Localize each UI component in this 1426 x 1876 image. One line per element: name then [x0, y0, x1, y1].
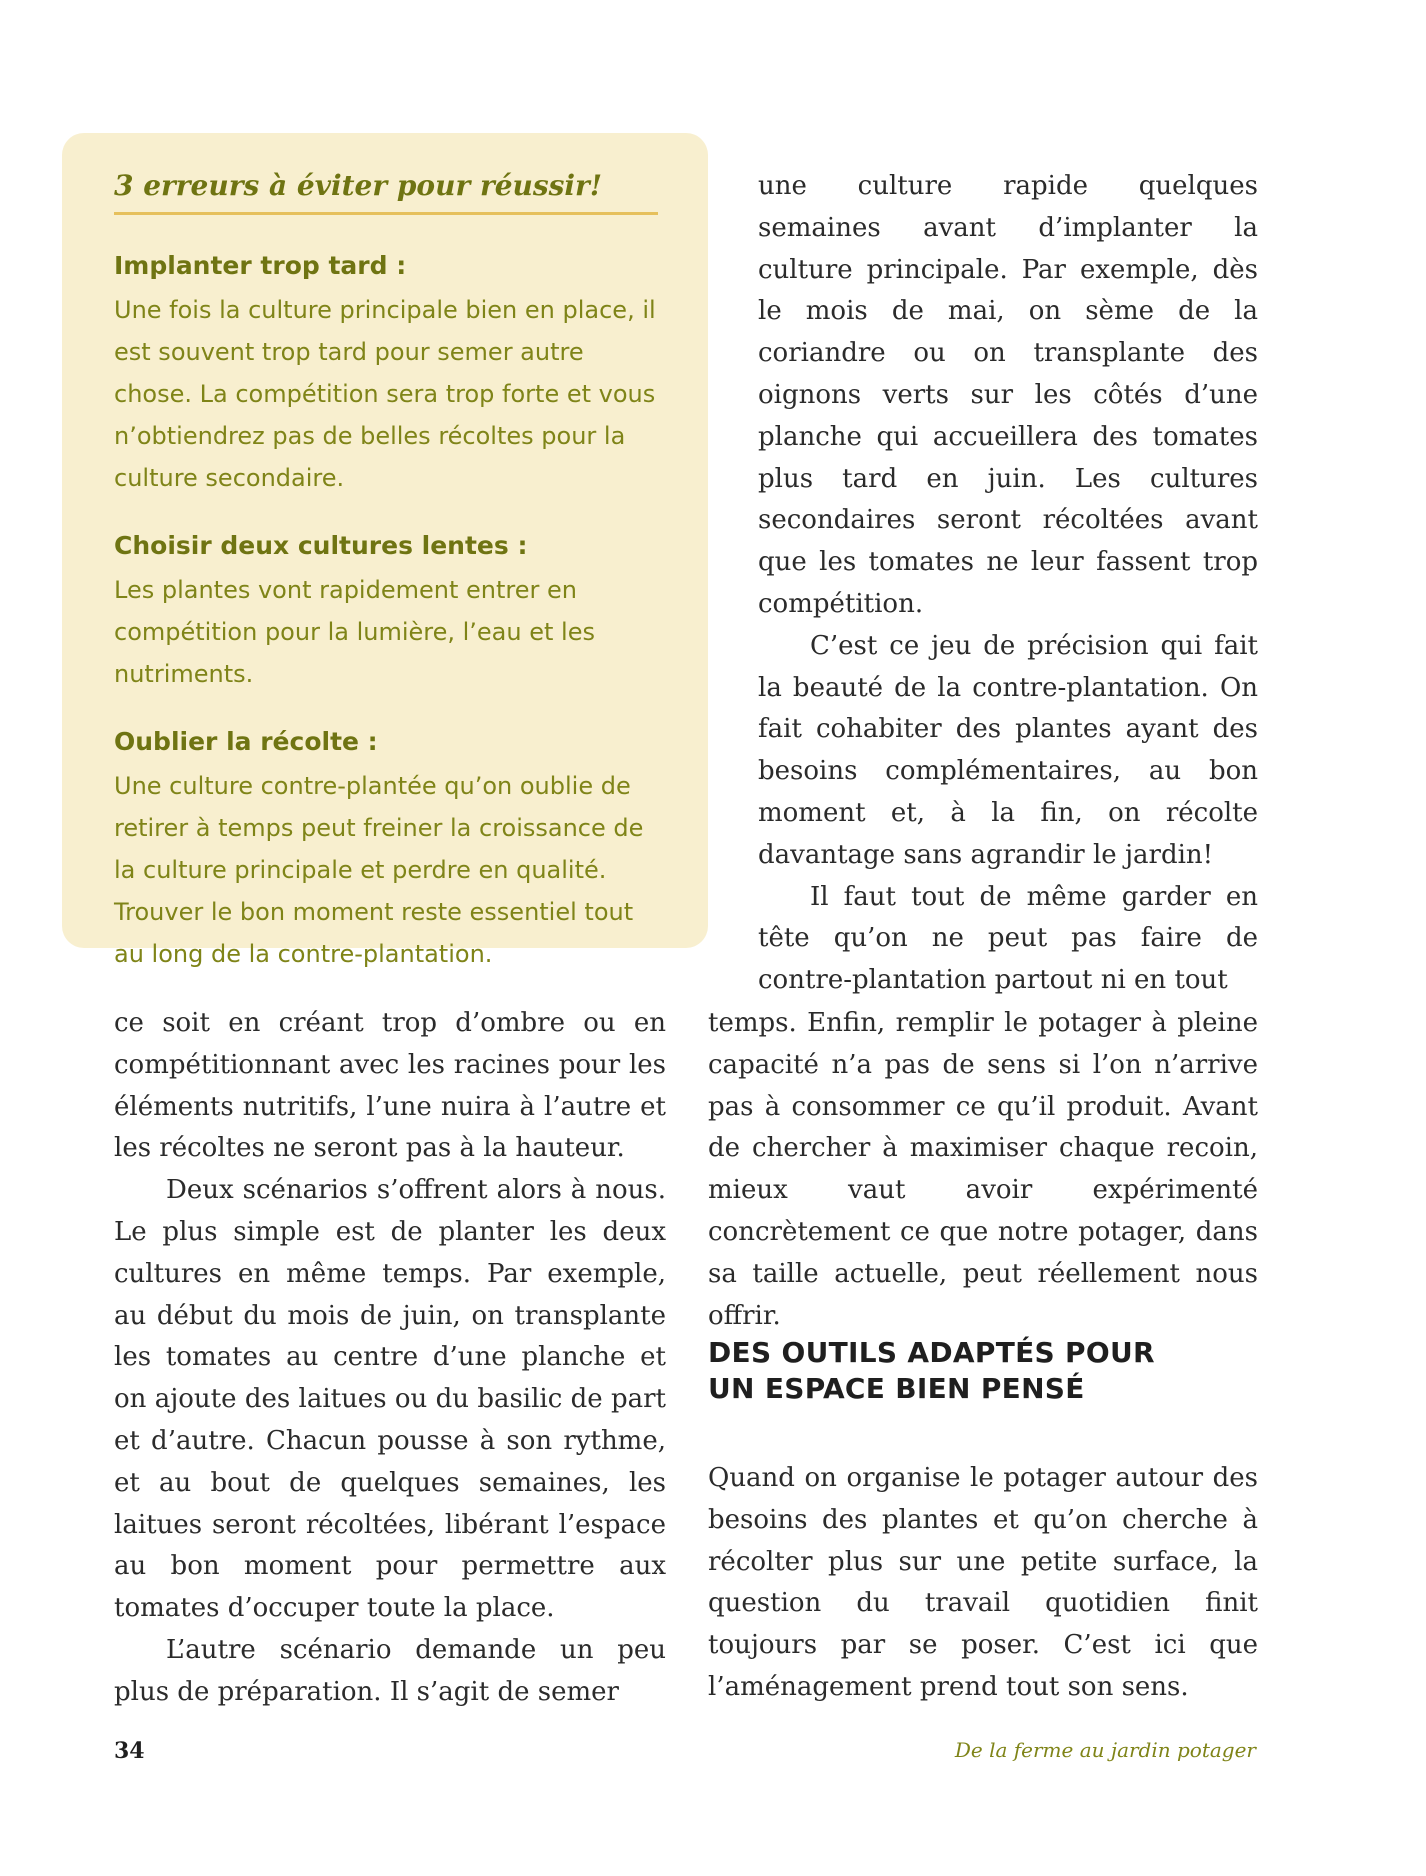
body-paragraph: ce soit en créant trop d’ombre ou en compétitionnant avec les racines pour les éléments nutritifs, l’une nuira à l’autre et les récoltes ne seront pas à la hauteur.: [114, 1008, 666, 1164]
tips-sidebar-box: [62, 133, 708, 968]
tip-heading: Implanter trop tard :: [114, 251, 407, 280]
body-paragraph: Quand on organise le potager autour des besoins des plantes et qu’on cherche à récolter plus sur une petite surface, la question du travail quotidien finit toujours par se poser. C’est ici que l’aménagement prend tout son sens.: [708, 1463, 1258, 1702]
body-paragraph: Deux scénarios s’offrent alors à nous. Le plus simple est de planter les deux cultures en même temps. Par exemple, au début du mois de juin, on transplante les tomates au centre d’une planche et on ajoute des laitues ou du basilic de part et d’autre. Chacun pousse à son rythme, et au bout de quelques semaines, les laitues seront récoltées, libérant l’espace au bon moment pour permettre aux tomates d’occuper toute la place.: [114, 1175, 666, 1624]
tip-body: Une culture contre-plantée qu’on oublie de retirer à temps peut freiner la croissance de la culture principale et perdre en qualité. Trouver le bon moment reste essentiel tout au long de la contre-plantation.: [114, 772, 644, 968]
body-paragraph: C’est ce jeu de précision qui fait la beauté de la contre-plantation. On fait cohabiter des plantes ayant des besoins complémentaires, au bon moment et, à la fin, on récolte davantage sans agrandir le jardin!: [758, 630, 1258, 870]
page-number: 34: [114, 1738, 145, 1764]
tip-heading: Choisir deux cultures lentes :: [114, 531, 528, 560]
sidebar-title: 3 erreurs à éviter pour réussir!: [114, 169, 658, 215]
running-footer-title: De la ferme au jardin potager: [954, 1738, 1256, 1762]
tip-item: [114, 245, 658, 499]
right-column-bottom: [708, 1003, 1258, 1337]
body-paragraph: temps. Enfin, remplir le potager à pleine capacité n’a pas de sens si l’on n’arrive pas à consommer ce qu’il produit. Avant de chercher à maximiser chaque recoin, mieux vaut avoir expérimenté concrètement ce que notre potager, dans sa taille actuelle, peut réellement nous offrir.: [708, 1008, 1258, 1331]
section-heading-line: DES OUTILS ADAPTÉS POUR: [708, 1336, 1155, 1369]
section-heading-line: UN ESPACE BIEN PENSÉ: [708, 1372, 1085, 1405]
right-column-top: [758, 166, 1258, 1002]
tip-body: Les plantes vont rapidement entrer en compétition pour la lumière, l’eau et les nutriments.: [114, 576, 595, 688]
tip-item: [114, 721, 658, 975]
body-paragraph: une culture rapide quelques semaines avant d’implanter la culture principale. Par exemple, dès le mois de mai, on sème de la coriandre ou on transplante des oignons verts sur les côtés d’une planche qui accueillera des tomates plus tard en juin. Les cultures secondaires seront récoltées avant que les tomates ne leur fassent trop compétition.: [758, 171, 1258, 619]
tip-heading: Oublier la récolte :: [114, 727, 378, 756]
tip-body: Une fois la culture principale bien en place, il est souvent trop tard pour semer autre chose. La compétition sera trop forte et vous n’obtiendrez pas de belles récoltes pour la culture secondaire.: [114, 296, 656, 492]
left-column: [114, 1003, 666, 1714]
body-paragraph: Il faut tout de même garder en tête qu’on ne peut pas faire de contre-plantation partout ni en tout: [758, 881, 1258, 996]
body-paragraph: L’autre scénario demande un peu plus de préparation. Il s’agit de semer: [114, 1634, 666, 1707]
section-heading: [708, 1335, 1258, 1407]
tip-item: [114, 525, 658, 695]
section-body: [708, 1458, 1258, 1709]
